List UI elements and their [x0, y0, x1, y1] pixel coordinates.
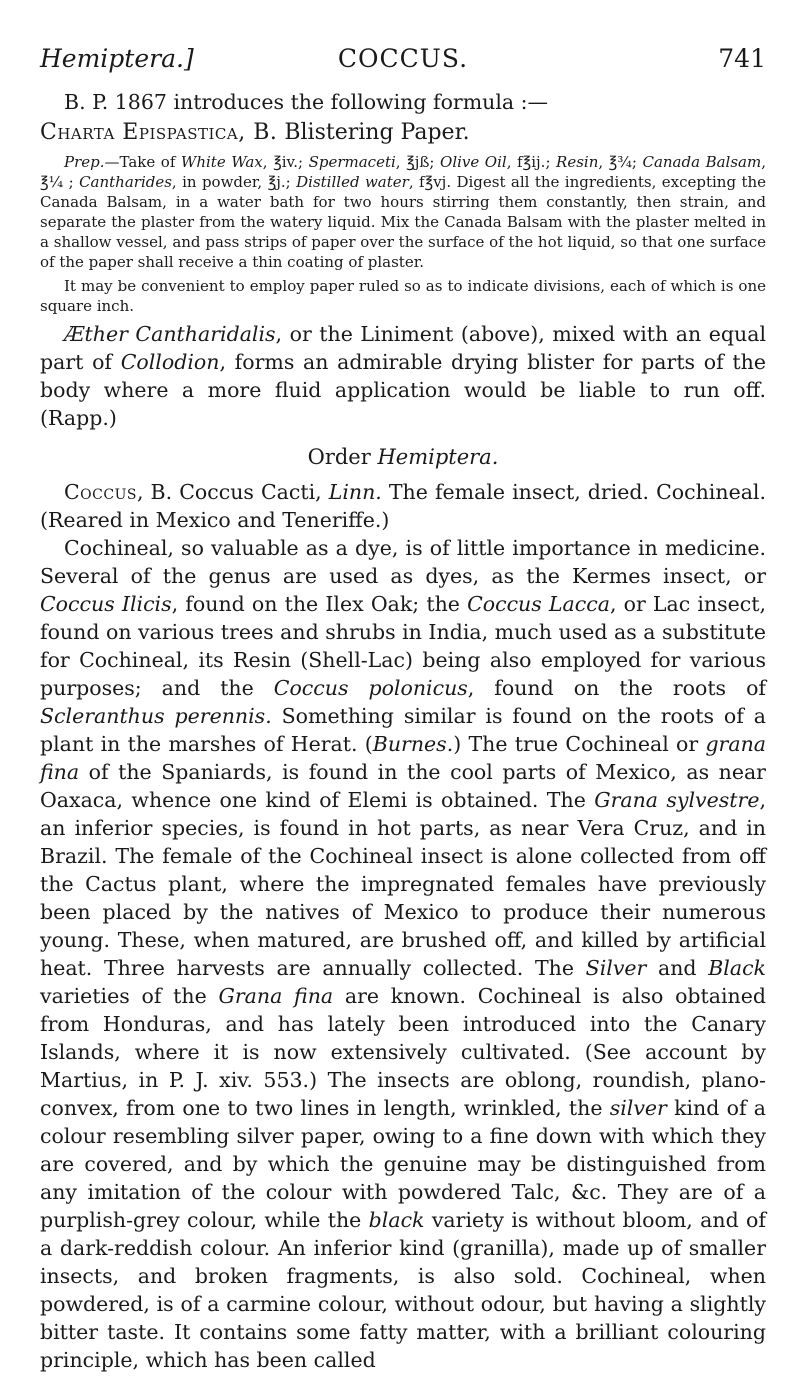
ingredient-water: Distilled water [296, 173, 409, 191]
aether-text: , or the Liniment (above), mixed with an equal part of [40, 322, 766, 374]
term-grana-sylvestre: Grana sylvestre [594, 788, 760, 812]
cochineal-text: ) The true Cochineal or [453, 732, 706, 756]
cochineal-paragraph [40, 534, 766, 1374]
cochineal-text: , an inferior species, is found in hot parts, as near Vera Cruz, and in Brazil. The female of the Cochineal insect is alone collected from off the Cactus plant, where the impregnated females have previously been placed by the natives of Mexico to produce their numerous young. These, when matured, are brushed off, and killed by artificial heat. Three harvests are annually collected. The [40, 788, 766, 980]
quantity-balsam: , ℥¼ ; [40, 153, 766, 191]
cochineal-text: , found on the roots of [467, 676, 766, 700]
ingredient-cantharides: Cantharides [79, 173, 172, 191]
prep-instructions: , f℥vj. Digest all the ingredients, excepting the Canada Balsam, in a water bath for two hours stirring them constantly, then strain, and separate the plaster from the watery liquid. Mix the Canada Balsam with the plaster melted in a shallow vessel, and pass strips of paper over the surface of the hot liquid, so that one surface of the paper shall receive a thin coating of plaster. [40, 173, 767, 271]
charta-note: It may be convenient to employ paper ruled so as to indicate divisions, each of which is one square inch. [40, 277, 766, 315]
term-black: Black [708, 956, 766, 980]
cochineal-text: variety is without bloom, and of a dark-reddish colour. An inferior kind (granilla), made up of smaller insects, and broken fragments, is also sold. Cochineal, when powdered, is of a carmine colour, without odour, but having a slightly bitter taste. It contains some fatty matter, with a brilliant colouring principle, which has been called [40, 1208, 766, 1372]
quantity-resin: , ℥¾; [598, 153, 643, 171]
cochineal-text: varieties of the [40, 984, 219, 1008]
term-scleranthus: Scleranthus perennis. [40, 704, 272, 728]
order-heading [40, 442, 766, 472]
order-label: Order [307, 445, 378, 469]
prep-text: —Take of [104, 153, 181, 171]
header-title: COCCUS. [337, 44, 469, 73]
prep-label: Prep. [64, 153, 105, 171]
charta-subtitle: Blistering Paper. [277, 120, 470, 145]
term-grana-fina-2: Grana fina [218, 984, 334, 1008]
term-grana-fina: grana fina [40, 732, 767, 784]
cochineal-text: Something similar is found on the roots of a plant in the marshes of Herat. ( [40, 704, 766, 756]
quantity-cantharides: , in powder, ℥j.; [171, 173, 297, 191]
ingredient-resin: Resin [556, 153, 599, 171]
ingredient-balsam: Canada Balsam [642, 153, 762, 171]
quantity-olive-oil: , f℥ij.; [506, 153, 557, 171]
cochineal-text: kind of a colour resembling silver paper, owing to a fine down with which they are covered, and by which the genuine may be distinguished from any imitation of the colour with powdered Talc, &c. They are of a purplish-grey colour, while the [40, 1096, 766, 1232]
ingredient-olive-oil: Olive Oil [440, 153, 507, 171]
ingredient-wax: White Wax [180, 153, 263, 171]
term-silver-kind: silver [609, 1096, 667, 1120]
header-section: Hemiptera.] [40, 44, 194, 73]
charta-preparation [40, 152, 766, 272]
term-burnes: Burnes. [372, 732, 454, 756]
coccus-text: , B. Coccus Cacti, [136, 480, 329, 504]
cochineal-text: , or Lac insect, found on various trees and shrubs in India, much used as a substitute for Cochineal, its Resin (Shell-Lac) being also employed for various purposes; and the [40, 592, 767, 700]
intro-line: B. P. 1867 introduces the following formula :— [64, 90, 549, 114]
term-coccus-lacca: Coccus Lacca [467, 592, 610, 616]
order-name: Hemiptera. [377, 445, 499, 469]
coccus-name: Coccus [64, 480, 137, 504]
cochineal-text: and [646, 956, 709, 980]
charta-name: Charta Epispastica, B. [40, 120, 278, 145]
aether-paragraph [40, 320, 766, 432]
coccus-description: The female insect, dried. Cochineal. (Reared in Mexico and Teneriffe.) [40, 480, 766, 532]
ingredient-spermaceti: Spermaceti [308, 153, 396, 171]
quantity-spermaceti: , ℥jß; [395, 153, 441, 171]
aether-text-end: , forms an admirable drying blister for parts of the body where a more fluid application would be liable to run off. (Rapp.) [40, 350, 766, 430]
term-silver: Silver [585, 956, 647, 980]
cochineal-text: of the Spaniards, is found in the cool parts of Mexico, as near Oaxaca, whence one kind of Elemi is obtained. The [40, 760, 766, 812]
page-number: 741 [718, 44, 766, 73]
collodion-term: Collodion [120, 350, 220, 374]
coccus-heading [40, 478, 766, 534]
charta-title [40, 118, 766, 148]
aether-name: Æther Cantharidalis [64, 322, 276, 346]
linn-abbrev: Linn. [328, 480, 382, 504]
cochineal-text: are known. Cochineal is also obtained from Honduras, and has lately been introduced into the Canary Islands, where it is now extensively cultivated. (See account by Martius, in P. J. xiv. 553.) The insects are oblong, roundish, plano-convex, from one to two lines in length, wrinkled, the [40, 984, 767, 1120]
term-black-variety: black [368, 1208, 425, 1232]
quantity-wax: , ℥iv.; [262, 153, 309, 171]
running-header [40, 44, 766, 80]
cochineal-text: , found on the Ilex Oak; the [171, 592, 468, 616]
term-coccus-polonicus: Coccus polonicus [273, 676, 468, 700]
term-coccus-ilicis: Coccus Ilicis [40, 592, 172, 616]
cochineal-text: Cochineal, so valuable as a dye, is of little importance in medicine. Several of the genus are used as dyes, as the Kermes insect, or [40, 536, 766, 588]
page-body [40, 88, 766, 1374]
